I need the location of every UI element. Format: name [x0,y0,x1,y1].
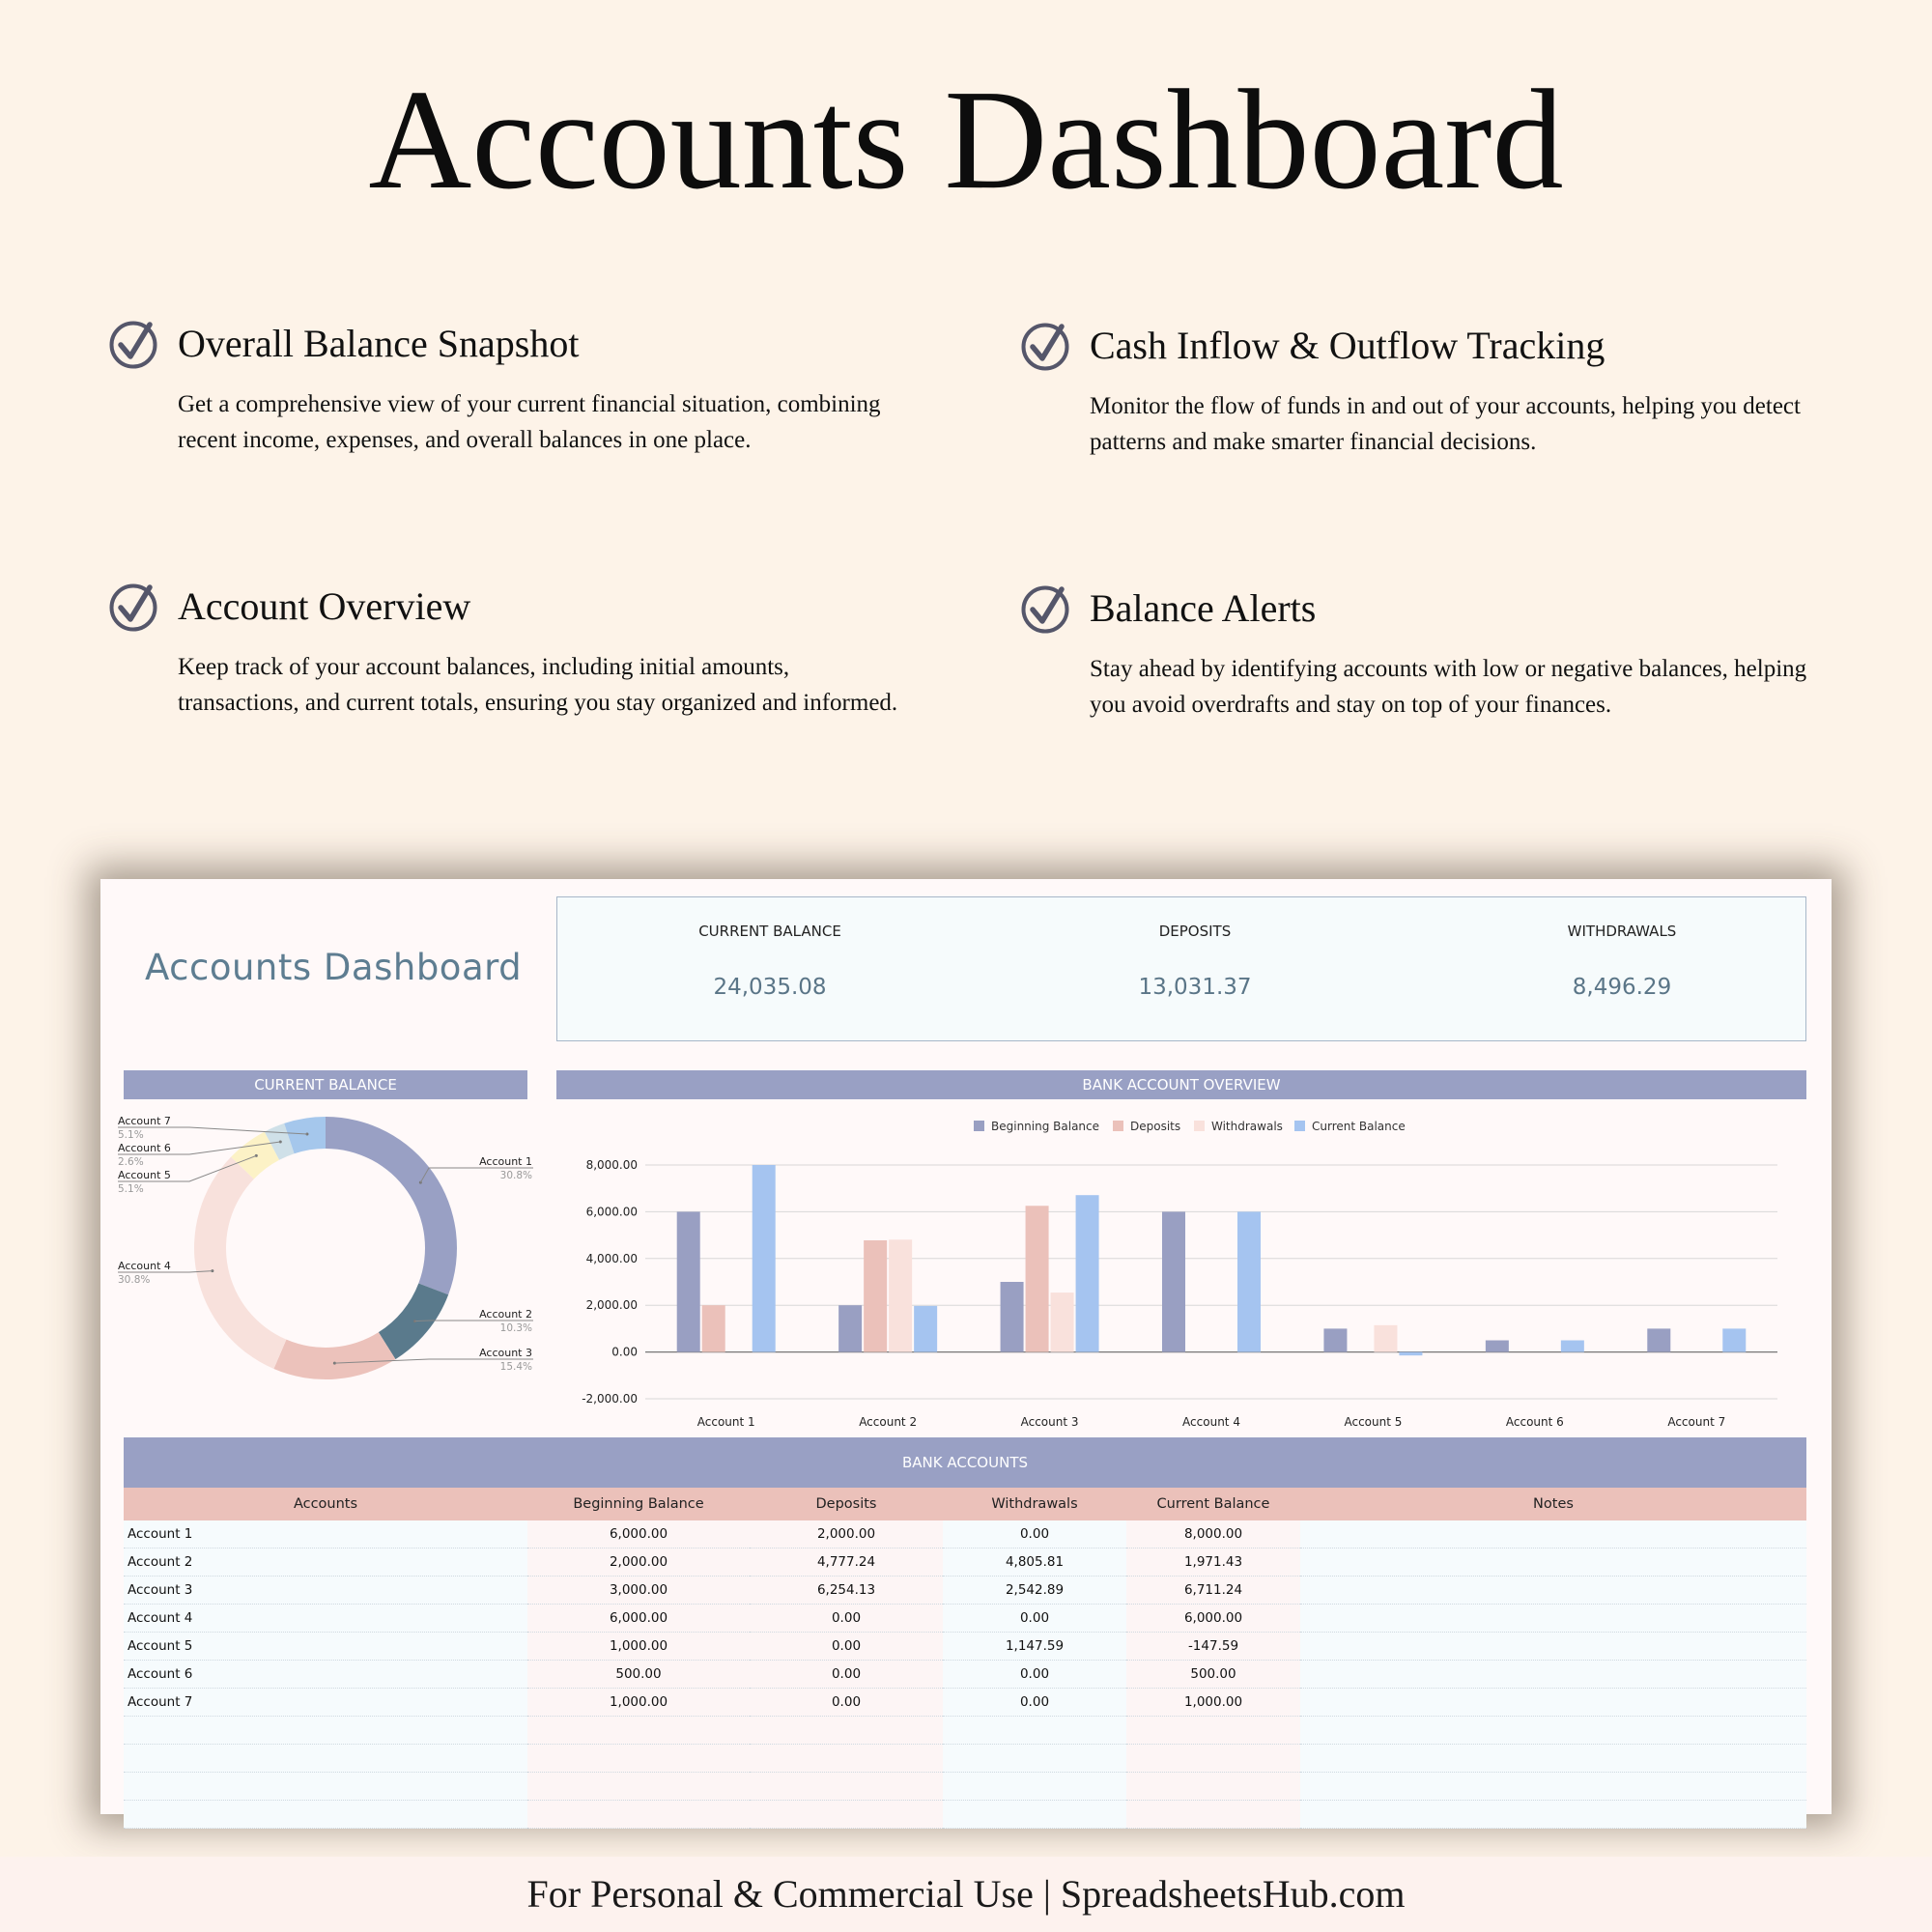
cell-account: Account 1 [124,1520,527,1548]
table-cell[interactable] [750,1717,943,1745]
x-tick-label: Account 6 [1505,1415,1564,1429]
table-cell[interactable] [124,1717,527,1745]
table-cell[interactable] [124,1801,527,1829]
table-cell[interactable] [750,1745,943,1773]
table-cell: 1,971.43 [1126,1548,1300,1577]
check-circle-icon [1020,583,1070,634]
table-cell[interactable] [1126,1773,1300,1801]
donut-label: Account 6 [118,1142,171,1154]
y-tick-label: 0.00 [611,1345,638,1359]
check-circle-icon [1020,321,1070,371]
table-cell[interactable] [943,1745,1126,1773]
table-cell[interactable] [943,1773,1126,1801]
table-cell[interactable] [527,1717,750,1745]
bar-current-balance[interactable] [914,1306,937,1352]
bar-withdrawals[interactable] [1051,1293,1074,1352]
bar-chart-container [556,1107,1806,1435]
donut-label: Account 1 [479,1155,532,1168]
table-cell[interactable] [1126,1717,1300,1745]
bar-deposits[interactable] [1026,1206,1049,1351]
table-cell: 0.00 [750,1605,943,1633]
cell-account: Account 5 [124,1633,527,1661]
legend-label: Deposits [1130,1120,1181,1133]
table-cell: 8,000.00 [1126,1520,1300,1548]
y-tick-label: 4,000.00 [585,1251,638,1265]
table-cell: 0.00 [750,1689,943,1717]
y-tick-label: 8,000.00 [585,1158,638,1172]
bar-beginning-balance[interactable] [1323,1328,1347,1351]
table-row [124,1661,1806,1689]
x-tick-label: Account 2 [859,1415,918,1429]
kpi-value: 13,031.37 [1138,975,1252,1000]
y-tick-label: -2,000.00 [582,1392,638,1406]
bar-current-balance[interactable] [1722,1328,1746,1351]
donut-percent: 5.1% [118,1129,144,1141]
table-cell: 1,147.59 [943,1633,1126,1661]
feature-title: Overall Balance Snapshot [178,322,580,365]
donut-percent: 10.3% [499,1322,532,1334]
table-cell: 2,000.00 [527,1548,750,1577]
table-cell[interactable] [943,1801,1126,1829]
legend-label: Current Balance [1312,1120,1406,1133]
bar-chart [556,1107,1806,1435]
band-current-balance: CURRENT BALANCE [124,1070,527,1099]
footer: For Personal & Commercial Use | SpreadsheetsHub.com [0,1857,1932,1932]
kpi-label: DEPOSITS [1158,923,1232,940]
bar-deposits[interactable] [702,1305,725,1351]
table-cell: 6,000.00 [527,1520,750,1548]
table-cell: 4,805.81 [943,1548,1126,1577]
table-cell[interactable] [1300,1605,1806,1633]
x-tick-label: Account 3 [1020,1415,1079,1429]
donut-label: Account 2 [479,1308,532,1321]
table-cell: -147.59 [1126,1633,1300,1661]
bar-beginning-balance[interactable] [1486,1341,1509,1352]
table-cell: 6,711.24 [1126,1577,1300,1605]
check-circle-icon [108,319,158,369]
x-tick-label: Account 5 [1344,1415,1403,1429]
legend-swatch [1194,1121,1205,1131]
table-cell[interactable] [750,1773,943,1801]
table-cell[interactable] [1300,1661,1806,1689]
kpi-label: WITHDRAWALS [1567,923,1677,940]
table-cell: 1,000.00 [1126,1689,1300,1717]
bar-beginning-balance[interactable] [1162,1211,1185,1351]
table-cell[interactable] [527,1773,750,1801]
legend-swatch [974,1121,984,1131]
table-cell: 6,000.00 [527,1605,750,1633]
cell-account: Account 3 [124,1577,527,1605]
table-cell: 4,777.24 [750,1548,943,1577]
table-row-empty [124,1745,1806,1773]
table-cell: 500.00 [1126,1661,1300,1689]
table-row [124,1689,1806,1717]
x-tick-label: Account 4 [1182,1415,1240,1429]
table-cell: 500.00 [527,1661,750,1689]
table-cell: 0.00 [943,1605,1126,1633]
table-cell[interactable] [527,1801,750,1829]
table-cell: 1,000.00 [527,1689,750,1717]
cell-account: Account 7 [124,1689,527,1717]
donut-label: Account 3 [479,1347,532,1359]
bar-beginning-balance[interactable] [838,1305,862,1351]
table-row [124,1577,1806,1605]
page-title: Accounts Dashboard [368,61,1564,219]
table-cell: 0.00 [943,1689,1126,1717]
header-deposits: Deposits [750,1488,943,1520]
feature-text: Keep track of your account balances, including initial amounts, transactions, and current totals, ensuring you stay organized and informed. [178,654,898,716]
bank-accounts-table [124,1488,1806,1829]
donut-slice-1[interactable] [326,1117,457,1294]
bar-withdrawals[interactable] [1374,1325,1397,1352]
donut-label: Account 7 [118,1115,171,1127]
table-cell[interactable] [1300,1689,1806,1717]
dashboard-sheet [100,879,1832,1814]
table-cell[interactable] [750,1801,943,1829]
bar-withdrawals[interactable] [889,1239,912,1351]
table-row-empty [124,1801,1806,1829]
table-cell[interactable] [1300,1548,1806,1577]
x-tick-label: Account 1 [696,1415,755,1429]
donut-slice-3[interactable] [273,1332,395,1379]
table-row [124,1548,1806,1577]
table-cell[interactable] [943,1717,1126,1745]
bar-current-balance[interactable] [1237,1211,1261,1351]
bar-beginning-balance[interactable] [677,1211,700,1351]
header-beginning-balance: Beginning Balance [527,1488,750,1520]
feature-text: Monitor the flow of funds in and out of your accounts, helping you detect patterns and make smarter financial decisions. [1090,393,1801,455]
kpi-value: 8,496.29 [1572,975,1672,1000]
band-bank-accounts: BANK ACCOUNTS [124,1437,1806,1488]
table-cell[interactable] [1126,1745,1300,1773]
donut-percent: 5.1% [118,1183,144,1195]
table-cell: 0.00 [943,1520,1126,1548]
kpi-label: CURRENT BALANCE [698,923,841,940]
bar-current-balance[interactable] [1076,1195,1099,1351]
bar-beginning-balance[interactable] [1647,1328,1670,1351]
bar-beginning-balance[interactable] [1001,1282,1024,1352]
table-cell[interactable] [1300,1745,1806,1773]
cell-account: Account 6 [124,1661,527,1689]
feature-text: Stay ahead by identifying accounts with low or negative balances, helping you avoid overdrafts and stay on top of your finances. [1090,656,1807,718]
table-cell[interactable] [1300,1577,1806,1605]
legend-swatch [1113,1121,1123,1131]
feature-text: Get a comprehensive view of your current financial situation, combining recent income, expenses, and overall balances in one place. [178,391,881,453]
donut-slice-4[interactable] [194,1157,286,1369]
cell-account: Account 2 [124,1548,527,1577]
table-cell: 6,254.13 [750,1577,943,1605]
table-cell: 2,000.00 [750,1520,943,1548]
table-cell[interactable] [1300,1717,1806,1745]
donut-percent: 30.8% [118,1274,151,1286]
y-tick-label: 2,000.00 [585,1298,638,1313]
feature-title: Balance Alerts [1090,586,1317,630]
table-row-empty [124,1773,1806,1801]
header-withdrawals: Withdrawals [943,1488,1126,1520]
table-cell: 6,000.00 [1126,1605,1300,1633]
legend-label: Withdrawals [1211,1120,1283,1133]
donut-chart-container [100,1107,545,1435]
header-accounts: Accounts [124,1488,527,1520]
kpi-panel [556,896,1806,1041]
bar-deposits[interactable] [864,1240,887,1352]
table-header-row [124,1488,1806,1520]
table-cell: 0.00 [750,1661,943,1689]
kpi-value: 24,035.08 [713,975,827,1000]
table-cell: 1,000.00 [527,1633,750,1661]
donut-percent: 15.4% [499,1361,532,1373]
sheet-title: Accounts Dashboard [145,947,523,988]
legend-label: Beginning Balance [991,1120,1100,1133]
table-cell: 0.00 [750,1633,943,1661]
table-cell: 3,000.00 [527,1577,750,1605]
donut-percent: 30.8% [499,1170,532,1181]
table-cell[interactable] [527,1745,750,1773]
cell-account: Account 4 [124,1605,527,1633]
header-current-balance: Current Balance [1126,1488,1300,1520]
table-cell[interactable] [1126,1801,1300,1829]
table-cell[interactable] [124,1773,527,1801]
band-bank-account-overview: BANK ACCOUNT OVERVIEW [556,1070,1806,1099]
feature-title: Account Overview [178,584,471,628]
table-cell[interactable] [1300,1773,1806,1801]
table-cell: 2,542.89 [943,1577,1126,1605]
table-row-empty [124,1717,1806,1745]
donut-label: Account 5 [118,1169,171,1181]
donut-percent: 2.6% [118,1156,144,1168]
table-cell[interactable] [124,1745,527,1773]
legend-swatch [1294,1121,1305,1131]
table-cell[interactable] [1300,1801,1806,1829]
table-cell: 0.00 [943,1661,1126,1689]
feature-title: Cash Inflow & Outflow Tracking [1090,324,1605,367]
table-row [124,1520,1806,1548]
table-cell[interactable] [1300,1520,1806,1548]
table-row [124,1633,1806,1661]
donut-label: Account 4 [118,1260,171,1272]
check-circle-icon [108,582,158,632]
y-tick-label: 6,000.00 [585,1205,638,1219]
x-tick-label: Account 7 [1667,1415,1726,1429]
donut-chart [100,1107,545,1435]
table-cell[interactable] [1300,1633,1806,1661]
bar-current-balance[interactable] [1561,1341,1584,1352]
bar-current-balance[interactable] [753,1165,776,1352]
bar-current-balance[interactable] [1399,1352,1422,1356]
header-notes: Notes [1300,1488,1806,1520]
table-row [124,1605,1806,1633]
